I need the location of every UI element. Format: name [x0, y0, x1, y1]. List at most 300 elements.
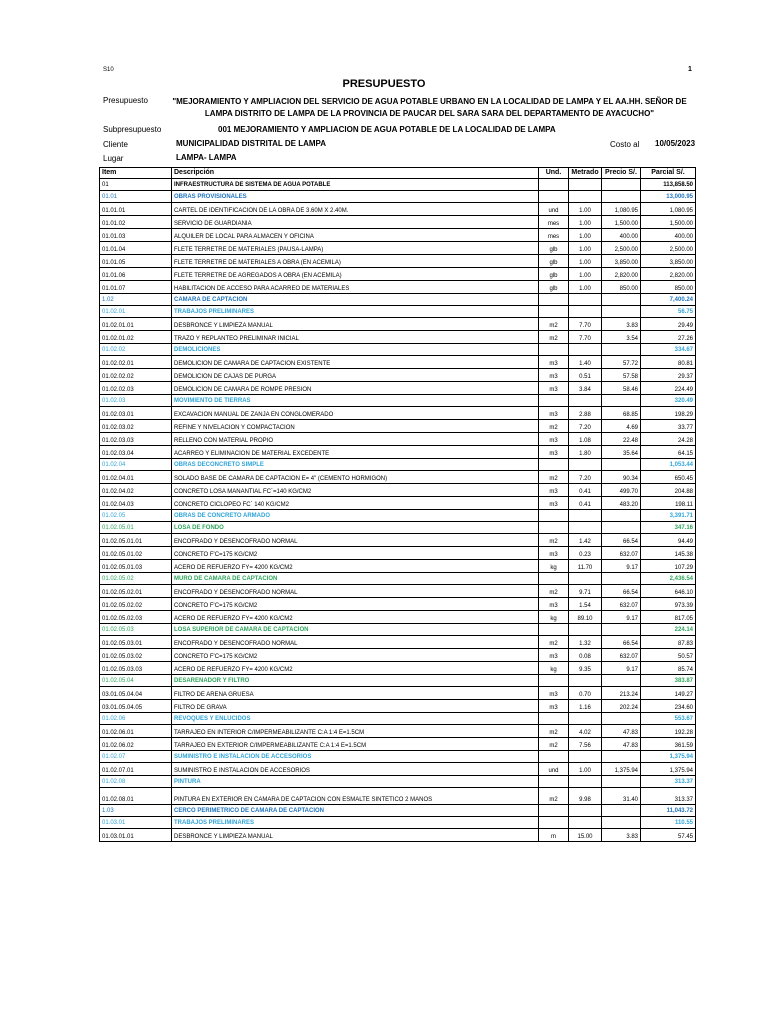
cell-item: 01.02.01: [100, 306, 172, 318]
cell-metrado: 1.00: [569, 255, 602, 268]
cell-parcial: 192.28: [641, 725, 696, 738]
cell-precio: 850.00: [602, 281, 641, 294]
cell-desc: EXCAVACION MANUAL DE ZANJA EN CONGLOMERADO: [172, 407, 539, 420]
cell-item: 01.01: [100, 191, 172, 203]
cell-metrado: [569, 751, 602, 763]
table-row: [100, 369, 696, 382]
header-precio: Precio S/.: [602, 168, 641, 179]
cell-desc: FILTRO DE ARENA GRUESA: [172, 687, 539, 700]
cell-und: glb: [539, 268, 569, 281]
budget-table-body: [100, 179, 696, 842]
cell-desc: MURO DE CAMARA DE CAPTACION: [172, 573, 539, 585]
cell-metrado: 1.16: [569, 700, 602, 713]
cell-und: [539, 817, 569, 829]
cell-desc: OBRAS DECONCRETO SIMPLE: [172, 459, 539, 471]
cell-parcial: 973.39: [641, 598, 696, 611]
cell-desc: ACERO DE REFUERZO FY= 4200 KG/CM2: [172, 611, 539, 624]
cell-item: 01.02.06.02: [100, 738, 172, 751]
cell-desc: HABILITACION DE ACCESO PARA ACARREO DE MATERIALES: [172, 281, 539, 294]
cell-parcial: 80.81: [641, 356, 696, 369]
cell-precio: 68.85: [602, 407, 641, 420]
cell-parcial: 224.14: [641, 624, 696, 636]
cell-und: m3: [539, 700, 569, 713]
cell-desc: DEMOLICION DE CAMARA DE ROMPE PRESION: [172, 382, 539, 395]
table-group-row: [100, 459, 696, 471]
cell-precio: 400.00: [602, 229, 641, 242]
cell-metrado: 1.00: [569, 229, 602, 242]
cell-item: 01.02.04.01: [100, 471, 172, 484]
cell-desc: SUMINISTRO E INSTALACION DE ACCESORIOS: [172, 751, 539, 763]
cell-precio: 35.64: [602, 446, 641, 459]
header-metrado: Metrado: [569, 168, 602, 179]
doc-code: S10: [103, 67, 114, 73]
cell-parcial: 313.37: [641, 776, 696, 788]
cell-und: m2: [539, 585, 569, 598]
cell-parcial: 198.29: [641, 407, 696, 420]
cell-item: 01.02.03.04: [100, 446, 172, 459]
cell-parcial: 11,043.72: [641, 805, 696, 817]
cell-metrado: 1.00: [569, 763, 602, 776]
cell-desc: ACARREO Y ELIMINACION DE MATERIAL EXCEDENTE: [172, 446, 539, 459]
cell-desc: SOLADO BASE DE CAMARA DE CAPTACION E= 4" (CEMENTO HORMIGON): [172, 471, 539, 484]
cell-desc: RELLENO CON MATERIAL PROPIO: [172, 433, 539, 446]
cell-precio: 22.48: [602, 433, 641, 446]
cell-precio: 483.20: [602, 497, 641, 510]
cell-und: m2: [539, 420, 569, 433]
cell-metrado: [569, 573, 602, 585]
cell-metrado: [569, 459, 602, 471]
cell-precio: 58.46: [602, 382, 641, 395]
cell-parcial: 1,375.94: [641, 751, 696, 763]
cell-metrado: 3.84: [569, 382, 602, 395]
cell-metrado: [569, 510, 602, 522]
table-row: [100, 318, 696, 331]
cell-und: kg: [539, 611, 569, 624]
presupuesto-text: "MEJORAMIENTO Y AMPLIACION DEL SERVICIO DE AGUA POTABLE URBANO EN LA LOCALIDAD DE LAMPA Y EL AA.HH. SEÑOR DE LAMPA DISTRITO DE LAMPA DE LA PROVINCIA DE PAUCAR DEL SARA SARA DEL DEPARTAMENTO DE AYACUCHO": [172, 97, 687, 118]
cell-parcial: 224.49: [641, 382, 696, 395]
cell-parcial: 24.28: [641, 433, 696, 446]
cell-desc: TRABAJOS PRELIMINARES: [172, 817, 539, 829]
cell-precio: [602, 510, 641, 522]
cell-parcial: 33.77: [641, 420, 696, 433]
cell-precio: [602, 179, 641, 191]
cell-und: m3: [539, 433, 569, 446]
cell-parcial: 850.00: [641, 281, 696, 294]
cell-precio: [602, 713, 641, 725]
cell-precio: 9.17: [602, 662, 641, 675]
cell-item: 01.02.05.01.02: [100, 547, 172, 560]
cell-metrado: [569, 179, 602, 191]
cell-precio: 3,850.00: [602, 255, 641, 268]
cell-item: 01.02.05.03.02: [100, 649, 172, 662]
cell-desc: CONCRETO CICLOPEO FC´ 140 KG/CM2: [172, 497, 539, 510]
table-group-row: [100, 306, 696, 318]
table-header-row: [100, 168, 696, 179]
cell-item: 01.02.07.01: [100, 763, 172, 776]
table-row: [100, 611, 696, 624]
cell-desc: ENCOFRADO Y DESENCOFRADO NORMAL: [172, 534, 539, 547]
cell-parcial: 7,400.24: [641, 294, 696, 306]
cell-item: 01: [100, 179, 172, 191]
cell-item: 01.02.04.02: [100, 484, 172, 497]
cell-und: m2: [539, 788, 569, 805]
cell-precio: [602, 191, 641, 203]
cell-item: 01.02.05.03.01: [100, 636, 172, 649]
cell-metrado: [569, 344, 602, 356]
page-title: PRESUPUESTO: [342, 78, 426, 90]
cell-item: 01.02.05.02: [100, 573, 172, 585]
cell-item: 01.02.05: [100, 510, 172, 522]
cell-item: 01.01.04: [100, 242, 172, 255]
cliente-text: MUNICIPALIDAD DISTRITAL DE LAMPA: [176, 139, 327, 148]
cell-metrado: 9.35: [569, 662, 602, 675]
table-row: [100, 268, 696, 281]
table-group-row: [100, 344, 696, 356]
cell-precio: [602, 395, 641, 407]
cell-parcial: 85.74: [641, 662, 696, 675]
cell-item: 01.02.03.02: [100, 420, 172, 433]
cell-item: 01.02.04.03: [100, 497, 172, 510]
cell-parcial: 64.15: [641, 446, 696, 459]
cell-precio: 3.54: [602, 331, 641, 344]
cell-parcial: 29.49: [641, 318, 696, 331]
cell-parcial: 334.67: [641, 344, 696, 356]
cell-und: mes: [539, 216, 569, 229]
cell-metrado: 0.41: [569, 497, 602, 510]
table-row: [100, 446, 696, 459]
cell-item: 01.02.02: [100, 344, 172, 356]
table-row: [100, 420, 696, 433]
cell-precio: 57.72: [602, 356, 641, 369]
cell-und: m3: [539, 407, 569, 420]
table-group-row: [100, 776, 696, 788]
cell-precio: 47.83: [602, 738, 641, 751]
cell-metrado: 11.70: [569, 560, 602, 573]
cell-metrado: 7.20: [569, 471, 602, 484]
cell-und: [539, 344, 569, 356]
table-row: [100, 356, 696, 369]
table-row: [100, 662, 696, 675]
cell-desc: FLETE TERRETRE DE MATERIALES (PAUSA-LAMPA): [172, 242, 539, 255]
cell-item: 01.02.02.02: [100, 369, 172, 382]
cell-precio: 632.07: [602, 598, 641, 611]
cell-desc: DEMOLICION DE CAMARA DE CAPTACION EXISTENTE: [172, 356, 539, 369]
cell-desc: ACERO DE REFUERZO FY= 4200 KG/CM2: [172, 662, 539, 675]
cell-desc: FLETE TERRETRE DE MATERIALES A OBRA (EN ACEMILA): [172, 255, 539, 268]
cell-precio: 90.34: [602, 471, 641, 484]
cell-precio: 31.40: [602, 788, 641, 805]
cell-item: 01.02.01.01: [100, 318, 172, 331]
cell-precio: [602, 624, 641, 636]
cell-metrado: [569, 624, 602, 636]
cell-precio: 632.07: [602, 649, 641, 662]
costo-date: 10/05/2023: [655, 139, 696, 148]
table-row: [100, 687, 696, 700]
cell-item: 1.03: [100, 805, 172, 817]
cell-desc: REVOQUES Y ENLUCIDOS: [172, 713, 539, 725]
cell-parcial: 94.49: [641, 534, 696, 547]
cell-item: 01.02.02.03: [100, 382, 172, 395]
cell-desc: LOSA DE FONDO: [172, 522, 539, 534]
cell-parcial: 817.05: [641, 611, 696, 624]
table-group-row: [100, 751, 696, 763]
cell-precio: [602, 805, 641, 817]
cell-desc: LOSA SUPERIOR DE CAMARA DE CAPTACION: [172, 624, 539, 636]
header-descripcion: Descripción: [172, 168, 539, 179]
cell-precio: [602, 294, 641, 306]
cell-und: m2: [539, 318, 569, 331]
table-row: [100, 763, 696, 776]
cell-precio: 202.24: [602, 700, 641, 713]
cell-parcial: 2,500.00: [641, 242, 696, 255]
cell-parcial: 1,375.94: [641, 763, 696, 776]
cell-desc: CONCRETO F'C=175 KG/CM2: [172, 598, 539, 611]
cell-item: 01.02.03: [100, 395, 172, 407]
cell-desc: ACERO DE REFUERZO FY= 4200 KG/CM2: [172, 560, 539, 573]
cell-item: 01.01.03: [100, 229, 172, 242]
cell-desc: OBRAS PROVISIONALES: [172, 191, 539, 203]
cell-und: und: [539, 763, 569, 776]
cell-und: m2: [539, 725, 569, 738]
cell-item: 01.01.01: [100, 203, 172, 216]
budget-table: [99, 167, 696, 842]
cell-metrado: 9.98: [569, 788, 602, 805]
table-row: [100, 560, 696, 573]
cell-metrado: 2.88: [569, 407, 602, 420]
cell-precio: [602, 344, 641, 356]
cell-metrado: 1.42: [569, 534, 602, 547]
cell-und: glb: [539, 281, 569, 294]
cell-parcial: 553.67: [641, 713, 696, 725]
cell-precio: 213.24: [602, 687, 641, 700]
cell-metrado: 1.00: [569, 242, 602, 255]
cell-item: 01.02.06.01: [100, 725, 172, 738]
cell-parcial: 1,053.44: [641, 459, 696, 471]
table-row: [100, 725, 696, 738]
cell-item: 03.01.05.04.05: [100, 700, 172, 713]
cell-metrado: 0.70: [569, 687, 602, 700]
lugar-text: LAMPA- LAMPA: [176, 153, 237, 162]
cell-item: 01.02.05.02.03: [100, 611, 172, 624]
table-group-row: [100, 817, 696, 829]
cell-und: m3: [539, 547, 569, 560]
lugar-label: Lugar: [103, 154, 124, 163]
cell-desc: DEMOLICIONES: [172, 344, 539, 356]
cell-und: [539, 306, 569, 318]
cell-metrado: 1.32: [569, 636, 602, 649]
cell-parcial: 646.10: [641, 585, 696, 598]
cell-metrado: [569, 522, 602, 534]
header-parcial: Parcial S/.: [641, 168, 696, 179]
cell-metrado: 1.00: [569, 203, 602, 216]
cell-und: m3: [539, 369, 569, 382]
table-row: [100, 229, 696, 242]
cell-precio: [602, 573, 641, 585]
cell-und: m3: [539, 382, 569, 395]
table-row: [100, 331, 696, 344]
table-row: [100, 433, 696, 446]
table-row: [100, 534, 696, 547]
table-row: [100, 281, 696, 294]
table-row: [100, 203, 696, 216]
table-group-row: [100, 191, 696, 203]
cell-desc: PINTURA EN EXTERIOR EN CAMARA DE CAPTACION CON ESMALTE SINTETICO 2 MANOS: [172, 788, 539, 805]
cell-metrado: [569, 306, 602, 318]
cell-und: [539, 776, 569, 788]
cell-item: 01.02.07: [100, 751, 172, 763]
cell-item: 01.02.05.04: [100, 675, 172, 687]
cell-precio: 47.83: [602, 725, 641, 738]
cell-item: 01.02.05.03: [100, 624, 172, 636]
cell-metrado: 1.00: [569, 216, 602, 229]
cell-item: 01.02.01.02: [100, 331, 172, 344]
cell-desc: TRAZO Y REPLANTEO PRELIMINAR INICIAL: [172, 331, 539, 344]
cell-parcial: 87.83: [641, 636, 696, 649]
cell-und: m3: [539, 649, 569, 662]
cell-item: 01.02.05.02.01: [100, 585, 172, 598]
cell-parcial: 204.88: [641, 484, 696, 497]
cell-item: 01.02.05.02.02: [100, 598, 172, 611]
cell-parcial: 107.29: [641, 560, 696, 573]
cell-metrado: [569, 817, 602, 829]
cell-parcial: 145.38: [641, 547, 696, 560]
cell-und: m2: [539, 636, 569, 649]
cell-parcial: 400.00: [641, 229, 696, 242]
cell-precio: 1,375.94: [602, 763, 641, 776]
cell-und: m2: [539, 331, 569, 344]
cell-metrado: 1.00: [569, 268, 602, 281]
cell-und: [539, 510, 569, 522]
cell-item: 01.02.08.01: [100, 788, 172, 805]
cell-und: mes: [539, 229, 569, 242]
cell-metrado: [569, 805, 602, 817]
cell-metrado: [569, 713, 602, 725]
cell-und: [539, 624, 569, 636]
cell-metrado: 0.23: [569, 547, 602, 560]
table-row: [100, 598, 696, 611]
cell-und: [539, 805, 569, 817]
cell-und: [539, 751, 569, 763]
cell-parcial: 313.37: [641, 788, 696, 805]
cell-und: [539, 522, 569, 534]
cell-precio: 3.83: [602, 318, 641, 331]
cell-und: kg: [539, 560, 569, 573]
presupuesto-label: Presupuesto: [103, 96, 148, 105]
cell-item: 01.02.03.01: [100, 407, 172, 420]
cell-item: 01.01.02: [100, 216, 172, 229]
cell-desc: ALQUILER DE LOCAL PARA ALMACEN Y OFICINA: [172, 229, 539, 242]
cell-und: m2: [539, 471, 569, 484]
cell-desc: PINTURA: [172, 776, 539, 788]
cell-desc: REFINE Y NIVELACION Y COMPACTACION: [172, 420, 539, 433]
cell-metrado: 7.20: [569, 420, 602, 433]
cell-und: m3: [539, 484, 569, 497]
cell-metrado: 1.00: [569, 281, 602, 294]
table-row: [100, 471, 696, 484]
cell-und: [539, 179, 569, 191]
cell-parcial: 56.75: [641, 306, 696, 318]
cell-parcial: 57.45: [641, 829, 696, 842]
cell-desc: TARRAJEO EN INTERIOR C/IMPERMEABILIZANTE C:A 1:4 E=1.5CM: [172, 725, 539, 738]
cell-desc: DEMOLICION DE CAJAS DE PURGA: [172, 369, 539, 382]
cell-metrado: [569, 675, 602, 687]
cell-precio: [602, 751, 641, 763]
cell-desc: INFRAESTRUCTURA DE SISTEMA DE AGUA POTABLE: [172, 179, 539, 191]
cell-desc: DESBRONCE Y LIMPIEZA MANUAL: [172, 318, 539, 331]
cell-und: [539, 675, 569, 687]
cell-item: 01.01.05: [100, 255, 172, 268]
table-group-row: [100, 573, 696, 585]
table-group-row: [100, 522, 696, 534]
cell-desc: CONCRETO LOSA MANANTIAL FC´=140 KG/CM2: [172, 484, 539, 497]
cell-parcial: 320.49: [641, 395, 696, 407]
cell-metrado: 15.00: [569, 829, 602, 842]
cell-precio: 66.54: [602, 534, 641, 547]
cell-precio: 57.58: [602, 369, 641, 382]
table-group-row: [100, 805, 696, 817]
cell-precio: 632.07: [602, 547, 641, 560]
cell-item: 01.02.05.01.01: [100, 534, 172, 547]
cell-desc: CARTEL DE IDENTIFICACION DE LA OBRA DE 3.60M X 2.40M.: [172, 203, 539, 216]
cell-metrado: 1.80: [569, 446, 602, 459]
table-row: [100, 649, 696, 662]
cell-item: 01.01.07: [100, 281, 172, 294]
cell-precio: 66.54: [602, 636, 641, 649]
cell-metrado: 7.56: [569, 738, 602, 751]
cell-metrado: 0.51: [569, 369, 602, 382]
cell-und: und: [539, 203, 569, 216]
cell-parcial: 361.59: [641, 738, 696, 751]
table-row: [100, 242, 696, 255]
cell-metrado: 4.02: [569, 725, 602, 738]
cell-item: 01.02.08: [100, 776, 172, 788]
cell-und: [539, 191, 569, 203]
header-item: Item: [100, 168, 172, 179]
cell-und: m3: [539, 497, 569, 510]
table-row: [100, 382, 696, 395]
cell-metrado: 7.70: [569, 331, 602, 344]
table-row: [100, 497, 696, 510]
table-row: [100, 216, 696, 229]
cell-metrado: 0.08: [569, 649, 602, 662]
cell-item: 01.02.03.03: [100, 433, 172, 446]
cell-parcial: 383.87: [641, 675, 696, 687]
cell-und: [539, 573, 569, 585]
subpresupuesto-label: Subpresupuesto: [103, 125, 162, 134]
cell-desc: SUMINISTRO E INSTALACION DE ACCESORIOS: [172, 763, 539, 776]
cell-precio: 4.69: [602, 420, 641, 433]
cell-und: m3: [539, 687, 569, 700]
cell-desc: MOVIMIENTO DE TIERRAS: [172, 395, 539, 407]
header-und: Und.: [539, 168, 569, 179]
table-row: [100, 636, 696, 649]
cell-metrado: 1.54: [569, 598, 602, 611]
cell-parcial: 3,850.00: [641, 255, 696, 268]
cell-und: m3: [539, 356, 569, 369]
cell-parcial: 1,500.00: [641, 216, 696, 229]
cell-metrado: [569, 776, 602, 788]
cell-precio: [602, 776, 641, 788]
cell-desc: TRABAJOS PRELIMINARES: [172, 306, 539, 318]
cell-desc: CAMARA DE CAPTACION: [172, 294, 539, 306]
cell-metrado: 0.41: [569, 484, 602, 497]
cell-parcial: 3,391.71: [641, 510, 696, 522]
subpresupuesto-text: 001 MEJORAMIENTO Y AMPLIACION DE AGUA POTABLE DE LA LOCALIDAD DE LAMPA: [218, 125, 556, 134]
cell-precio: 499.70: [602, 484, 641, 497]
table-group-row: [100, 510, 696, 522]
cell-und: glb: [539, 242, 569, 255]
cell-precio: 3.83: [602, 829, 641, 842]
